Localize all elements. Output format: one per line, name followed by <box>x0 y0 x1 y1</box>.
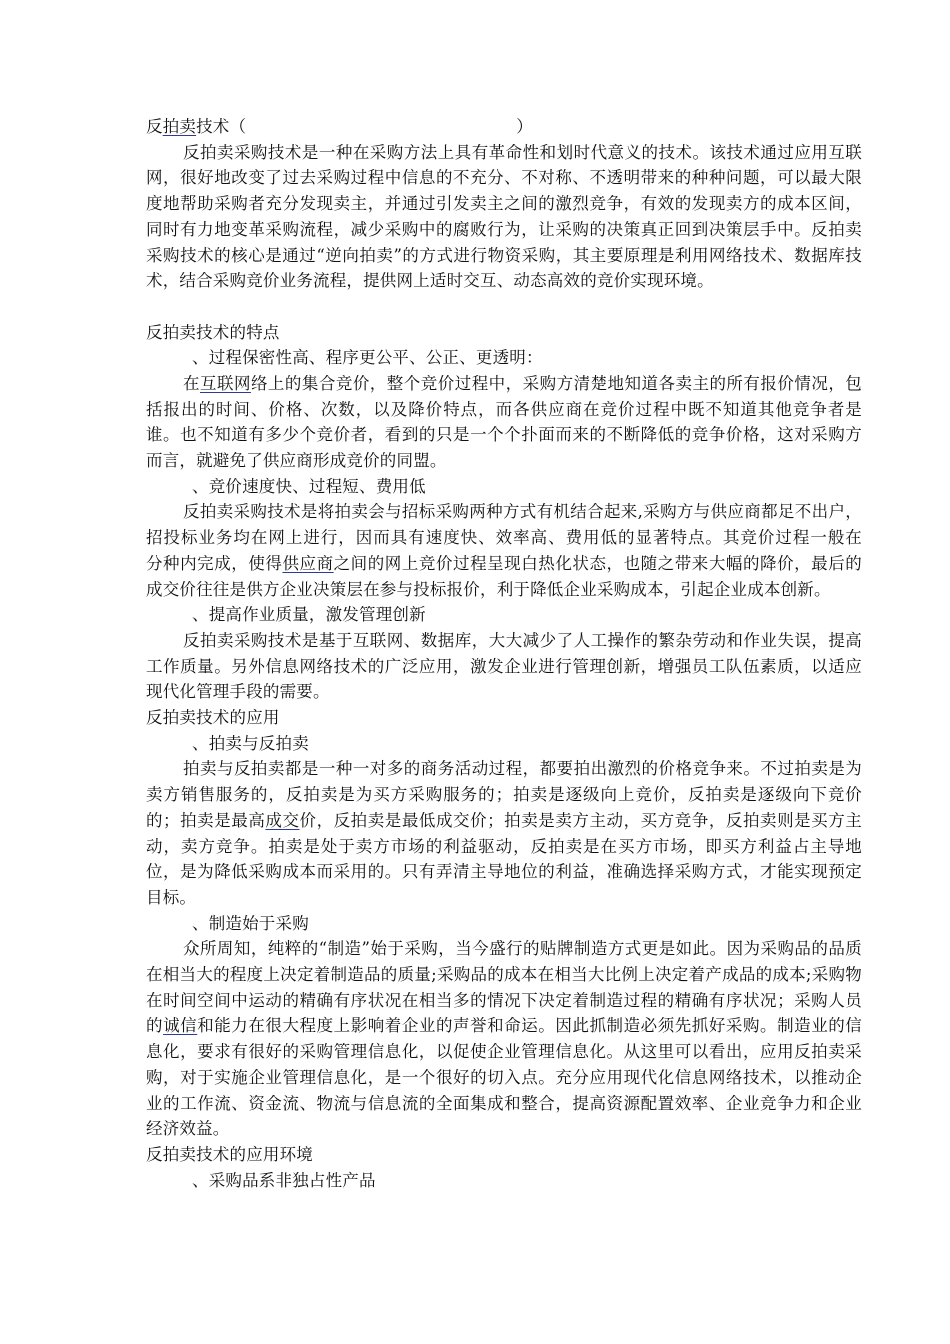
subheading: 、制造始于采购 <box>192 913 309 933</box>
body-paragraph: 拍卖与反拍卖都是一种一对多的商务活动过程，都要拍出激烈的价格竞争来。不过拍卖是为卖方销售服务的，反拍卖是为买方采购服务的；拍卖是逐级向上竞价，反拍卖是逐级向下竞价的；拍卖是最高成交价，反拍卖是最低成交价；拍卖是卖方主动，买方竞争，反拍卖则是买方主动，卖方竞争。拍卖是处于卖方市场的利益驱动，反拍卖是在买方市场，即买方利益占主导地位，是为降低采购成本而采用的。只有弄清主导地位的利益，准确选择采购方式，才能实现预定目标。 <box>146 759 862 907</box>
subheading: 、拍卖与反拍卖 <box>192 733 309 753</box>
hyperlink[interactable]: 互联网 <box>199 373 251 393</box>
title-text: ） <box>516 117 533 136</box>
subheading: 、提高作业质量，激发管理创新 <box>192 605 426 625</box>
section-heading: 反拍卖技术的应用 <box>146 708 280 728</box>
hyperlink[interactable]: 诚信 <box>163 1016 198 1036</box>
body-paragraph: 反拍卖采购技术是将拍卖会与招标采购两种方式有机结合起来,采购方与供应商都足不出户，招投标业务均在网上进行，因而具有速度快、效率高、费用低的显著特点。其竞价过程一般在 分种内完成，使得供应商之间的网上竞价过程呈现白热化状态，也随之带来大幅的降价，最后的成交价往往是供方企业决策层在参与投标报价，利于降低企业采购成本，引起企业成本创新。 <box>146 502 896 599</box>
title-link[interactable]: 拍卖 <box>162 117 197 136</box>
section-heading: 反拍卖技术的特点 <box>146 322 280 342</box>
subheading: 、采购品系非独占性产品 <box>192 1170 376 1190</box>
body-paragraph: 反拍卖采购技术是基于互联网、数据库，大大减少了人工操作的繁杂劳动和作业失误，提高工作质量。另外信息网络技术的广泛应用，激发企业进行管理创新，增强员工队伍素质，以适应现代化管理手段的需要。 <box>146 630 862 702</box>
title-text: 反 <box>146 117 163 136</box>
section-heading: 反拍卖技术的应用环境 <box>146 1144 313 1164</box>
hyperlink[interactable]: 供应商 <box>282 553 334 573</box>
intro-paragraph: 反拍卖采购技术是一种在采购方法上具有革命性和划时代意义的技术。该技术通过应用互联网，很好地改变了过去采购过程中信息的不充分、不对称、不透明带来的种种问题，可以最大限度地帮助采购者充分发现卖主，并通过引发卖主之间的激烈竞争，有效的发现卖方的成本区间，同时有力地变革采购流程，减少采购中的腐败行为，让采购的决策真正回到决策层手中。反拍卖采购技术的核心是通过“逆向拍卖”的方式进行物资采购，其主要原理是利用网络技术、数据库技术，结合采购竞价业务流程，提供网上适时交互、动态高效的竞价实现环境。 <box>146 142 862 291</box>
title-text: 技术（ <box>196 117 247 136</box>
subheading: 、竞价速度快、过程短、费用低 <box>192 476 426 496</box>
blank-line <box>146 294 862 320</box>
body-paragraph: 在互联网络上的集合竞价，整个竞价过程中，采购方清楚地知道各卖主的所有报价情况，包括报出的时间、价格、次数，以及降价特点，而各供应商在竞价过程中既不知道其他竞争者是谁。也不知道有多少个竞价者，看到的只是一个个扑面而来的不断降低的竞争价格，这对采购方而言，就避免了供应商形成竞价的同盟。 <box>146 373 862 471</box>
body-paragraph: 众所周知，纯粹的“制造”始于采购，当今盛行的贴牌制造方式更是如此。因为采购品的品质在相当大的程度上决定着制造品的质量;采购品的成本在相当大比例上决定着产成品的成本;采购物在时间空间中运动的精确有序状况在相当多的情况下决定着制造过程的精确有序状况；采购人员的诚信和能力在很大程度上影响着企业的声誉和命运。因此抓制造必须先抓好采购。制造业的信息化，要求有很好的采购管理信息化，以促使企业管理信息化。从这里可以看出，应用反拍卖采购，对于实施企业管理信息化，是一个很好的切入点。充分应用现代化信息网络技术，以推动企业的工作流、资金流、物流与信息流的全面集成和整合，提高资源配置效率、企业竞争力和企业经济效益。 <box>146 939 862 1139</box>
document-body <box>146 114 896 1193</box>
subheading: 、过程保密性高、程序更公平、公正、更透明： <box>192 348 543 368</box>
document-title <box>146 114 862 140</box>
hyperlink[interactable]: 成交 <box>265 810 300 830</box>
